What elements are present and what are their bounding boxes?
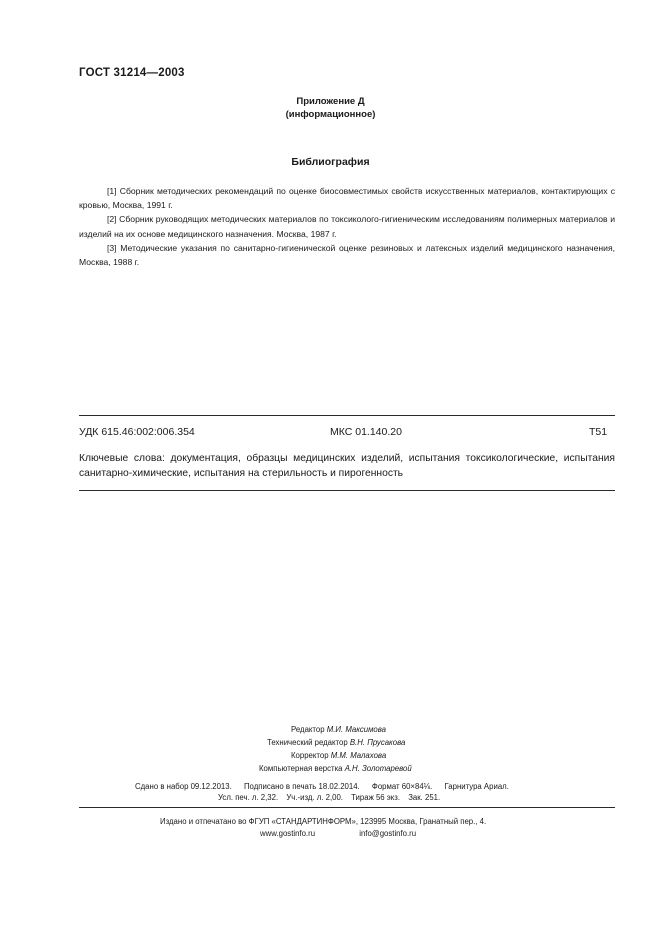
- keywords: Ключевые слова: документация, образцы медицинских изделий, испытания токсикологические, испытания санитарно-химические, испытания на стерильность и пирогенность: [79, 453, 615, 479]
- divider-publisher: [79, 807, 615, 808]
- appendix-subtitle: (информационное): [285, 109, 376, 120]
- bibliography-item: [3] Методические указания по санитарно-гигиенической оценке резиновых и латексных изделий медицинского назначения, Москва, 1988 г.: [79, 242, 615, 268]
- credit-editor: Редактор М.И. Максимова: [291, 725, 386, 734]
- appendix-title: Приложение Д: [296, 96, 365, 107]
- publisher-contacts: [260, 829, 416, 838]
- credit-layout: Компьютерная верстка А.Н. Золотаревой: [259, 764, 412, 773]
- mks-code: МКС 01.140.20: [330, 426, 402, 438]
- bibliography-title: Библиография: [291, 156, 370, 168]
- udk-code: УДК 615.46:002:006.354: [79, 426, 195, 438]
- divider-bottom: [79, 490, 615, 491]
- print-info-line-2: Усл. печ. л. 2,32. Уч.-изд. л. 2,00. Тираж 56 экз. Зак. 251.: [218, 793, 441, 802]
- group-code: Т51: [589, 426, 608, 438]
- publisher-website[interactable]: www.gostinfo.ru: [260, 829, 316, 838]
- publisher-info: Издано и отпечатано во ФГУП «СТАНДАРТИНФОРМ», 123995 Москва, Гранатный пер., 4.: [160, 817, 487, 826]
- credit-corrector: Корректор М.М. Малахова: [291, 751, 387, 760]
- bibliography-list: [79, 184, 615, 269]
- publisher-email[interactable]: info@gostinfo.ru: [359, 829, 417, 838]
- standard-code: ГОСТ 31214—2003: [79, 67, 185, 79]
- bibliography-item: [2] Сборник руководящих методических материалов по токсиколого-гигиеническим исследованиям полимерных материалов и изделий на их основе медицинского назначения. Москва, 1987 г.: [79, 214, 615, 239]
- credit-tech-editor: Технический редактор В.Н. Прусакова: [267, 738, 406, 747]
- print-info-line-1: Сдано в набор 09.12.2013. Подписано в печать 18.02.2014. Формат 60×84⅛. Гарнитура Ариал.: [135, 782, 509, 791]
- divider-top: [79, 415, 615, 416]
- bibliography-item: [1] Сборник методических рекомендаций по оценке биосовместимых свойств искусственных материалов, контактирующих с кровью, Москва, 1991 г.: [79, 186, 615, 211]
